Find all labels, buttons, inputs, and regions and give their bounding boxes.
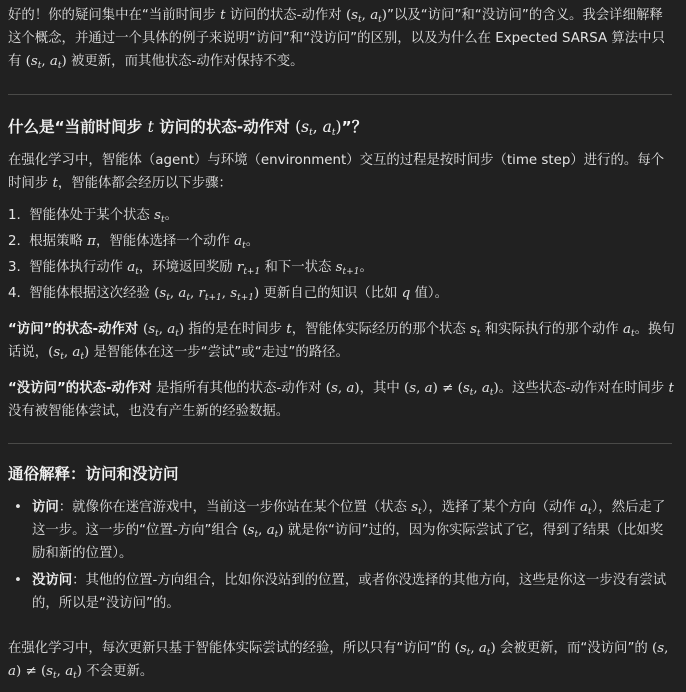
math-t: t	[220, 8, 226, 23]
section-heading-plain-explanation: 通俗解释：访问和没访问	[8, 465, 179, 483]
math-st-at: ($s_t$, $a_t$)	[25, 54, 67, 71]
notvisited-definition: “没访问”的状态-动作对 是指所有其他的状态-动作对 (s, a)，其中 (s, $a) \ne (s_t$, $a_t$)。这些状态-动作对在时间步 t 没有被智能体尝试，也没有产生新的经验数据。	[8, 381, 674, 419]
section1-paragraph: 在强化学习中，智能体（agent）与环境（environment）交互的过程是按时间步（time step）进行的。每个时间步 t，智能体都会经历以下步骤：	[8, 153, 665, 191]
intro-paragraph: 好的！你的疑问集中在“当前时间步 t 访问的状态-动作对 ($s_t$, $a_t$)”以及“访问”和“没访问”的含义。我会详细解释这个概念，并通过一个具体的例子来说明“访问”和“没访问”的区别，以及为什么在 Expected SARSA 算法中只有 ($s_t$, $a_t$) 被更新，而其他状态-动作对保持不变。	[8, 8, 665, 71]
step-item: 1. 智能体处于某个状态 $s_t$。	[8, 208, 178, 225]
explanation-list	[8, 496, 672, 615]
list-item-visited: • 访问：就像你在迷宫游戏中，当前这一步你站在某个位置（状态 $s_t$），选择了某个方向（动作 $a_t$），然后走了这一步。这一步的“位置-方向”组合 ($s_t$, $a_t$) 就是你“访问”过的，因为你实际尝试了它，得到了结果（比如奖励和新的位置）。	[32, 496, 672, 565]
step-item: 2. 根据策略 π，智能体选择一个动作 $a_t$。	[8, 234, 260, 251]
step-item: 3. 智能体执行动作 $a_t$，环境返回奖励 $r_{t+1}$ 和下一状态 $s_{t+1}$。	[8, 260, 373, 277]
closing-paragraph: 在强化学习中，每次更新只基于智能体实际尝试的经验，所以只有“访问”的 ($s_t$, $a_t$) 会被更新，而“没访问”的 (s, $a) \ne (s_t$, $a_t$) 不会更新。	[8, 641, 669, 681]
step-item: 4. 智能体根据这次经验 ($s_t$, $a_t$, $r_{t+1}$, $s_{t+1}$) 更新自己的知识（比如 q 值）。	[8, 286, 448, 303]
visited-term: “访问”的状态-动作对	[8, 322, 143, 337]
divider	[8, 94, 672, 95]
math-st-at: ($s_t$, $a_t$)	[345, 8, 388, 25]
steps-list	[8, 204, 668, 308]
divider	[8, 443, 672, 444]
notvisited-term: “没访问”的状态-动作对	[8, 381, 152, 396]
section-heading-visited-pair: 什么是“当前时间步 t 访问的状态-动作对 ($s_t$, $a_t$)”？	[8, 118, 368, 138]
list-item-not-visited: • 没访问：其他的位置-方向组合，比如你没站到的位置，或者你没选择的其他方向，这些是你这一步没有尝试的，所以是“没访问”的。	[32, 569, 672, 615]
visited-definition: “访问”的状态-动作对 ($s_t$, $a_t$) 指的是在时间步 t，智能体实际经历的那个状态 $s_t$ 和实际执行的那个动作 $a_t$。换句话说，($s_t$, $a_t$) 是智能体在这一步“尝试”或“走过”的路径。	[8, 322, 675, 362]
